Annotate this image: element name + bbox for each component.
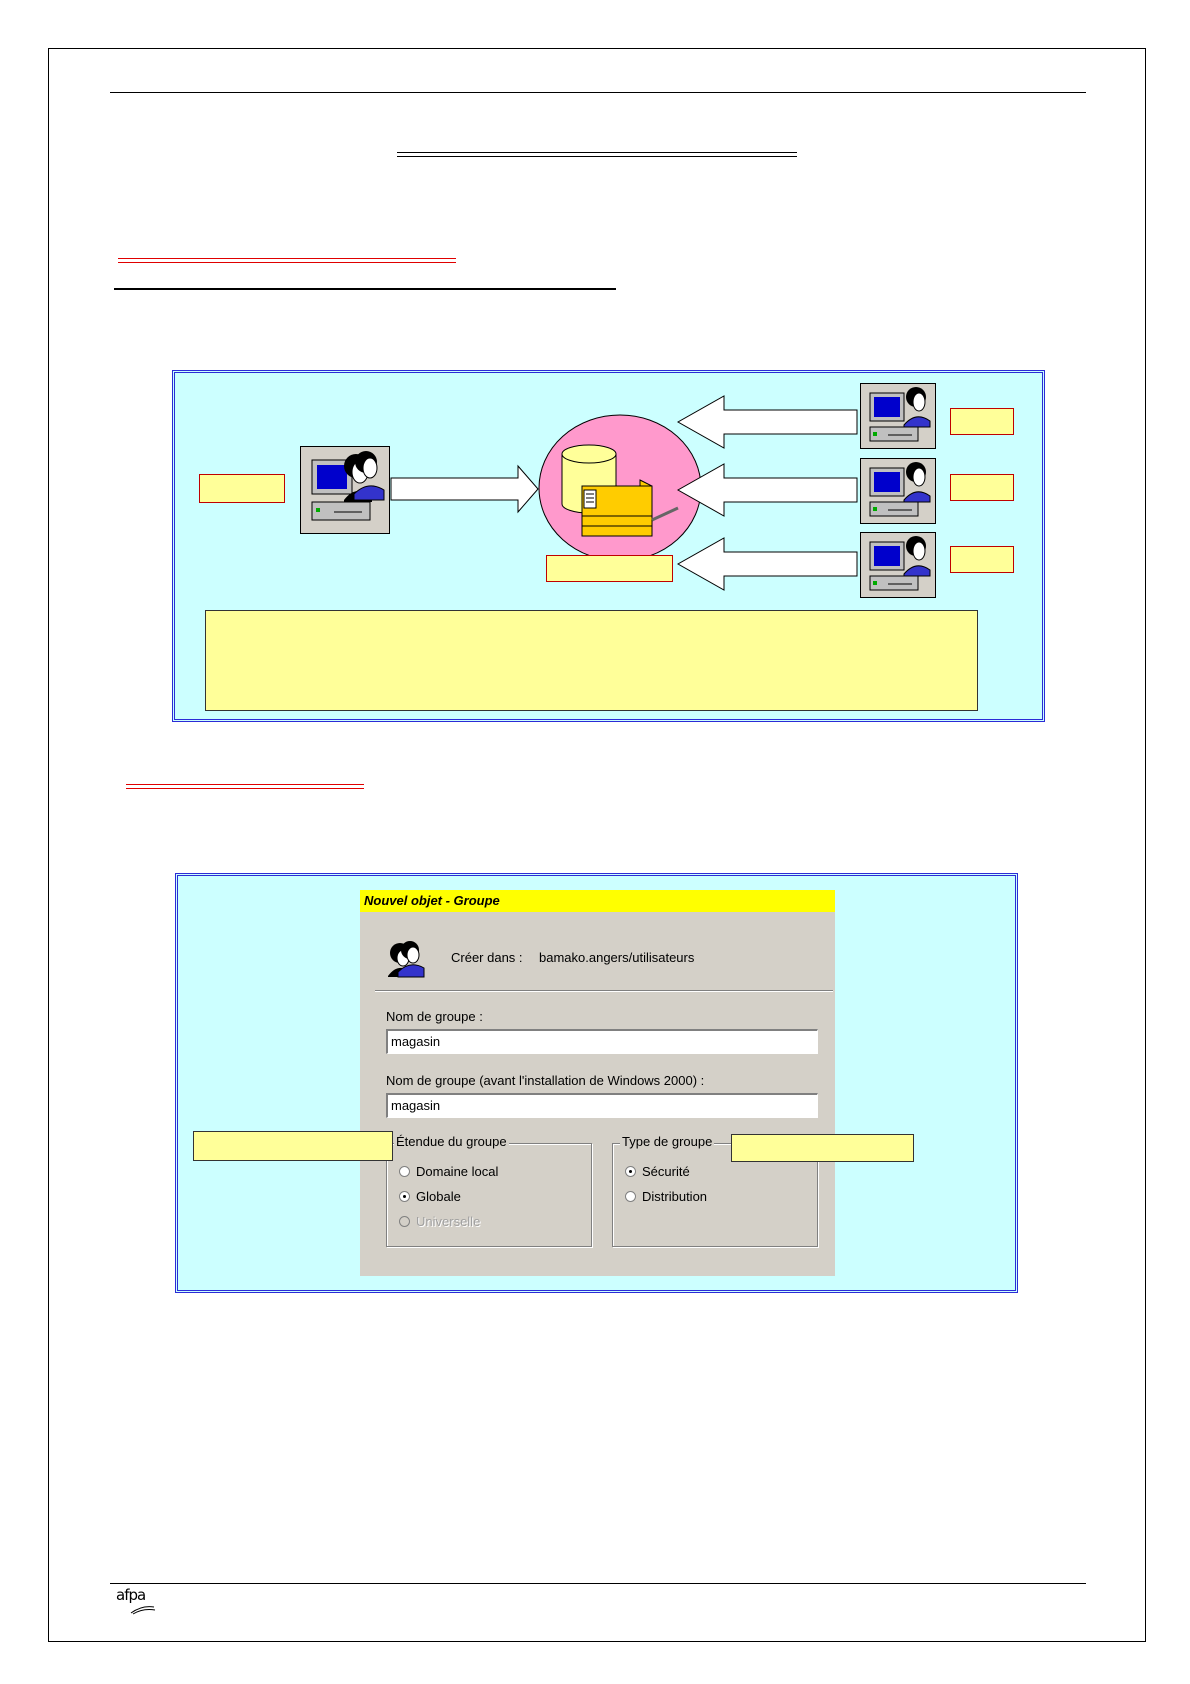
user-workstation-icon — [860, 383, 936, 449]
right-user-label-3 — [950, 546, 1014, 573]
printer-icon — [580, 478, 680, 540]
type-option-distribution[interactable]: Distribution — [625, 1188, 707, 1204]
arrow-to-resource — [390, 464, 540, 514]
group-name-input[interactable]: magasin — [386, 1029, 818, 1054]
user-workstation-icon — [860, 532, 936, 598]
radio-icon — [625, 1191, 636, 1202]
scope-option-global[interactable]: Globale — [399, 1188, 461, 1204]
right-user-label-1 — [950, 408, 1014, 435]
footer-rule — [110, 1583, 1086, 1584]
create-in-value: bamako.angers/utilisateurs — [539, 950, 695, 965]
group-type-legend: Type de groupe — [622, 1134, 713, 1149]
afpa-logo — [116, 1586, 156, 1616]
header-rule — [110, 92, 1086, 93]
type-callout-label — [731, 1134, 914, 1162]
dialog-title: Nouvel objet - Groupe — [360, 890, 835, 912]
left-user-label — [199, 474, 285, 503]
radio-selected-icon — [625, 1166, 636, 1177]
arrow-from-user-1 — [676, 394, 858, 450]
dialog-separator — [375, 990, 833, 992]
type-option-security[interactable]: Sécurité — [625, 1163, 690, 1179]
right-user-label-2 — [950, 474, 1014, 501]
scope-option-domain-local[interactable]: Domaine local — [399, 1163, 498, 1179]
afpa-logo-text: afpa — [116, 1586, 146, 1604]
arrow-from-user-3 — [676, 536, 858, 592]
radio-disabled-icon — [399, 1216, 410, 1227]
scope-callout-label — [193, 1131, 393, 1161]
scope-option-universal: Universelle — [399, 1213, 480, 1229]
user-workstation-icon — [860, 458, 936, 524]
logo-swoosh-icon — [130, 1605, 156, 1615]
group-name-label: Nom de groupe : — [386, 1009, 483, 1024]
resource-label — [546, 555, 673, 582]
diagram-description-box — [205, 610, 978, 711]
radio-selected-icon — [399, 1191, 410, 1202]
page-title-underline — [397, 152, 797, 157]
create-in-label: Créer dans : — [451, 950, 523, 965]
section-2-heading-underline — [126, 784, 364, 789]
user-workstation-icon — [300, 446, 390, 534]
group-scope-legend: Étendue du groupe — [396, 1134, 507, 1149]
group-name-pre2000-label: Nom de groupe (avant l'installation de Windows 2000) : — [386, 1073, 705, 1088]
group-users-icon — [386, 940, 426, 978]
section-1-subheading-underline — [114, 288, 616, 290]
section-1-heading-underline — [118, 258, 456, 263]
group-name-pre2000-input[interactable]: magasin — [386, 1093, 818, 1118]
arrow-from-user-2 — [676, 462, 858, 518]
radio-icon — [399, 1166, 410, 1177]
